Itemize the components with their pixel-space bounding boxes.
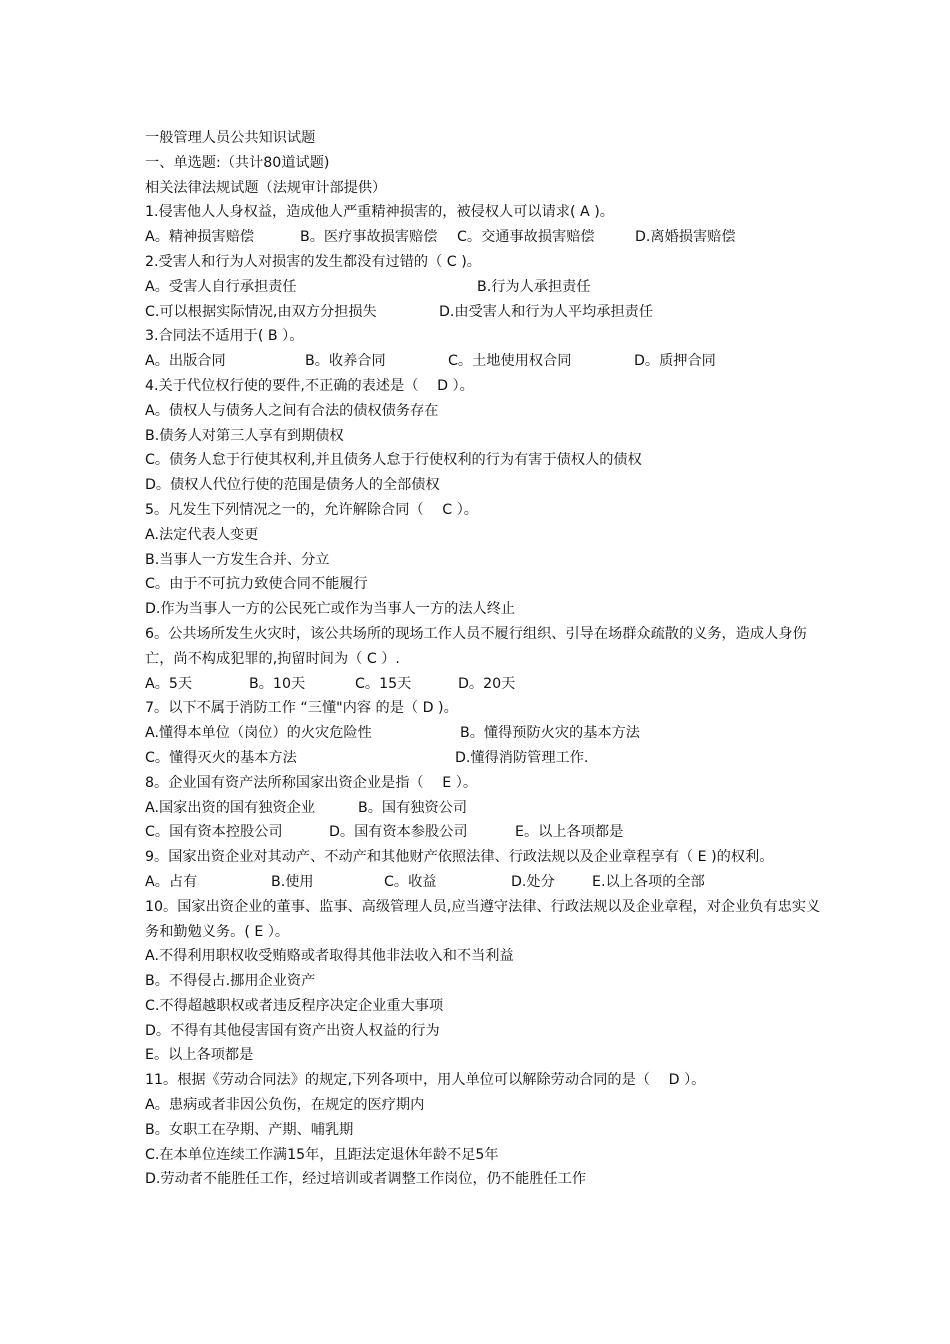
question-stem: 6。公共场所发生火灾时，该公共场所的现场工作人员不履行组织、引导在场群众疏散的义务，造成人身伤亡，尚不构成犯罪的,拘留时间为（ C ）. bbox=[145, 625, 807, 667]
question-stem: 10。国家出资企业的董事、监事、高级管理人员,应当遵守法律、行政法规以及企业章程，对企业负有忠实义务和勤勉义务。( E ）。 bbox=[145, 898, 821, 940]
option: E。以上各项都是 bbox=[145, 1047, 254, 1064]
option-row bbox=[145, 870, 825, 895]
question-stem: 2.受害人和行为人对损害的发生都没有过错的（ C )。 bbox=[145, 253, 481, 270]
option: A。债权人与债务人之间有合法的债权债务存在 bbox=[145, 402, 439, 419]
question-stem: 11。根据《劳动合同法》的规定,下列各项中，用人单位可以解除劳动合同的是（ D ）。 bbox=[145, 1072, 706, 1089]
option-row bbox=[145, 225, 825, 250]
document-title: 一般管理人员公共知识试题 bbox=[145, 130, 316, 146]
option: C。由于不可抗力致使合同不能履行 bbox=[145, 576, 368, 593]
option: C。债务人怠于行使其权利,并且债务人怠于行使权利的行为有害于债权人的债权 bbox=[145, 452, 642, 469]
option: B。10天 bbox=[249, 675, 306, 692]
option-row bbox=[145, 349, 825, 374]
option: B。医疗事故损害赔偿 bbox=[300, 229, 438, 246]
section-heading: 一、单选题:（共计80道试题) bbox=[145, 154, 330, 171]
option: D.处分 bbox=[511, 873, 555, 890]
option: C。交通事故损害赔偿 bbox=[457, 229, 595, 246]
option: A.法定代表人变更 bbox=[145, 526, 259, 543]
option: C。15天 bbox=[355, 675, 412, 692]
option-row bbox=[145, 275, 825, 300]
option: C.不得超越职权或者违反程序决定企业重大事项 bbox=[145, 997, 444, 1014]
option: C。国有资本控股公司 bbox=[145, 824, 283, 841]
option: B。不得侵占.挪用企业资产 bbox=[145, 973, 316, 990]
option: C。土地使用权合同 bbox=[448, 353, 572, 370]
option: B。懂得预防火灾的基本方法 bbox=[460, 725, 640, 742]
option: C.在本单位连续工作满15年，且距法定退休年龄不足5年 bbox=[145, 1146, 499, 1163]
option: D.劳动者不能胜任工作，经过培训或者调整工作岗位，仍不能胜任工作 bbox=[145, 1171, 587, 1188]
option: A.不得利用职权收受贿赂或者取得其他非法收入和不当利益 bbox=[145, 948, 514, 965]
option: D.由受害人和行为人平均承担责任 bbox=[439, 303, 654, 320]
option: B.使用 bbox=[271, 873, 314, 890]
option: A。出版合同 bbox=[145, 353, 226, 370]
option: B。女职工在孕期、产期、哺乳期 bbox=[145, 1121, 354, 1138]
option: D.懂得消防管理工作. bbox=[455, 749, 589, 766]
option: B.债务人对第三人享有到期债权 bbox=[145, 427, 344, 444]
option: E.以上各项的全部 bbox=[592, 873, 705, 890]
option: A。占有 bbox=[145, 873, 198, 890]
document-body bbox=[145, 126, 825, 1192]
option: B.当事人一方发生合并、分立 bbox=[145, 551, 330, 568]
question-stem: 1.侵害他人人身权益，造成他人严重精神损害的，被侵权人可以请求( A )。 bbox=[145, 204, 614, 221]
option-row bbox=[145, 796, 825, 821]
question-stem: 5。凡发生下列情况之一的，允许解除合同（ C ）。 bbox=[145, 501, 478, 518]
option: D。20天 bbox=[458, 675, 516, 692]
option: C。收益 bbox=[384, 873, 437, 890]
option: D.离婚损害赔偿 bbox=[635, 229, 736, 246]
option: D.作为当事人一方的公民死亡或作为当事人一方的法人终止 bbox=[145, 601, 516, 618]
option: B。收养合同 bbox=[305, 353, 386, 370]
option-row bbox=[145, 672, 825, 697]
option: A。受害人自行承担责任 bbox=[145, 278, 297, 295]
option: D。不得有其他侵害国有资产出资人权益的行为 bbox=[145, 1022, 440, 1039]
option: B.行为人承担责任 bbox=[477, 278, 591, 295]
option: D。债权人代位行使的范围是债务人的全部债权 bbox=[145, 477, 440, 494]
question-stem: 4.关于代位权行使的要件,不正确的表述是（ D ）。 bbox=[145, 377, 474, 394]
question-stem: 9。国家出资企业对其动产、不动产和其他财产依照法律、行政法规以及企业章程享有（ E )的权利。 bbox=[145, 849, 774, 866]
option: C.可以根据实际情况,由双方分担损失 bbox=[145, 303, 377, 320]
option: A。患病或者非因公负伤，在规定的医疗期内 bbox=[145, 1097, 425, 1114]
subsection-heading: 相关法律法规试题（法规审计部提供） bbox=[145, 179, 387, 196]
question-stem: 3.合同法不适用于( B ）。 bbox=[145, 328, 304, 345]
option: A。5天 bbox=[145, 675, 193, 692]
option: D。国有资本参股公司 bbox=[329, 824, 468, 841]
option: D。质押合同 bbox=[634, 353, 716, 370]
option: C。懂得灭火的基本方法 bbox=[145, 749, 297, 766]
question-stem: 8。企业国有资产法所称国家出资企业是指（ E ）。 bbox=[145, 774, 478, 791]
option: A.懂得本单位（岗位）的火灾危险性 bbox=[145, 725, 372, 742]
option-row bbox=[145, 746, 825, 771]
option-row bbox=[145, 820, 825, 845]
option: E。以上各项都是 bbox=[515, 824, 624, 841]
option: A.国家出资的国有独资企业 bbox=[145, 799, 316, 816]
option-row bbox=[145, 300, 825, 325]
option: B。国有独资公司 bbox=[358, 799, 468, 816]
question-stem: 7。以下不属于消防工作 “三懂"内容 的是（ D )。 bbox=[145, 700, 458, 717]
option-row bbox=[145, 721, 825, 746]
option: A。精神损害赔偿 bbox=[145, 229, 255, 246]
